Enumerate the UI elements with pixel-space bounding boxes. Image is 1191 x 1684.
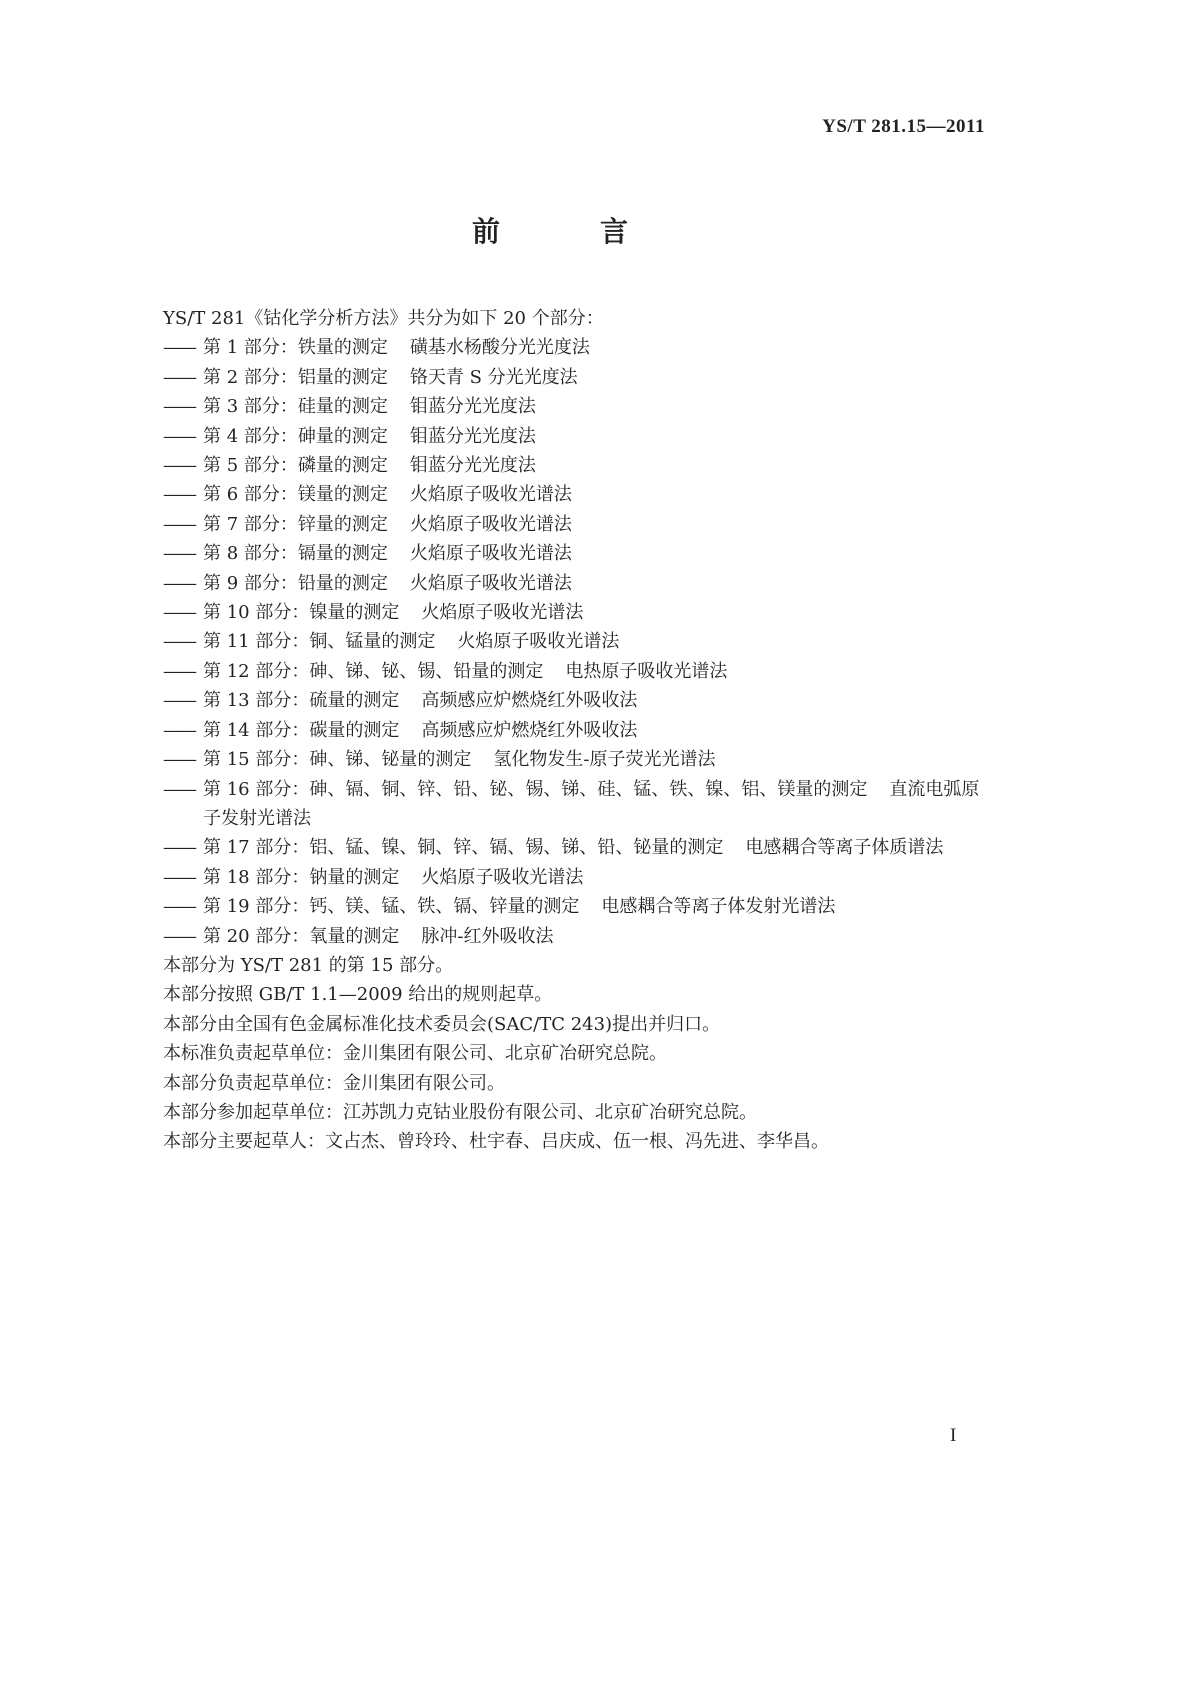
part-method: 火焰原子吸收光谱法 [421, 602, 584, 624]
dash-marker: —— [163, 896, 195, 918]
part-method: 电感耦合等离子体发射光谱法 [601, 896, 836, 918]
item-text [203, 833, 943, 862]
list-item [163, 716, 993, 745]
dash-marker: —— [163, 513, 195, 535]
dash-marker: —— [163, 543, 195, 565]
list-item [163, 598, 993, 627]
page-number: I [950, 1425, 957, 1446]
list-item [163, 480, 993, 509]
statement-line: 本部分由全国有色金属标准化技术委员会(SAC/TC 243)提出并归口。 [163, 1013, 721, 1035]
part-title: 第 6 部分：镁量的测定 [203, 484, 388, 506]
item-text [203, 392, 536, 421]
item-text [203, 892, 835, 921]
list-item [163, 892, 993, 921]
part-title: 第 15 部分：砷、锑、铋量的测定 [203, 749, 472, 771]
dash-marker: —— [163, 749, 195, 771]
list-item [163, 451, 993, 480]
standard-number: YS/T 281.15—2011 [822, 116, 985, 137]
dash-marker: —— [163, 484, 195, 506]
part-title: 第 11 部分：铜、锰量的测定 [203, 631, 436, 653]
part-method: 高频感应炉燃烧红外吸收法 [421, 690, 638, 712]
item-text [203, 363, 578, 392]
dash-marker: —— [163, 455, 195, 477]
statement-line: 本部分按照 GB/T 1.1—2009 给出的规则起草。 [163, 984, 553, 1006]
statement-line: 本部分参加起草单位：江苏凯力克钴业股份有限公司、北京矿冶研究总院。 [163, 1101, 757, 1123]
dash-marker: —— [163, 925, 195, 947]
list-item [163, 686, 993, 715]
list-item [163, 510, 993, 539]
item-text [203, 686, 637, 715]
item-text [203, 569, 572, 598]
item-text [203, 598, 583, 627]
list-item [163, 422, 993, 451]
list-item [163, 539, 993, 568]
dash-marker: —— [163, 425, 195, 447]
list-item [163, 333, 993, 362]
list-item [163, 745, 993, 774]
part-method: 火焰原子吸收光谱法 [409, 513, 572, 535]
item-text [203, 422, 536, 451]
dash-marker: —— [163, 866, 195, 888]
dash-marker: —— [163, 631, 195, 653]
item-text [203, 922, 553, 951]
part-method: 火焰原子吸收光谱法 [421, 866, 584, 888]
statement-line: 本部分主要起草人：文占杰、曾玲玲、杜宇春、吕庆成、伍一根、冯先进、李华昌。 [163, 1131, 829, 1153]
list-item [163, 863, 993, 892]
item-text [203, 863, 583, 892]
item-text [203, 716, 637, 745]
part-title: 第 4 部分：砷量的测定 [203, 425, 388, 447]
item-text [203, 627, 619, 656]
list-item [163, 657, 993, 686]
intro-paragraph: YS/T 281《钴化学分析方法》共分为如下 20 个部分： [163, 308, 604, 329]
part-title: 第 13 部分：硫量的测定 [203, 690, 400, 712]
item-text [203, 480, 572, 509]
part-title: 第 19 部分：钙、镁、锰、铁、镉、锌量的测定 [203, 896, 580, 918]
dash-marker: —— [163, 719, 195, 741]
part-method: 火焰原子吸收光谱法 [409, 572, 572, 594]
document-body [163, 304, 993, 1157]
part-method: 脉冲-红外吸收法 [421, 925, 554, 947]
part-method: 钼蓝分光光度法 [409, 396, 536, 418]
dash-marker: —— [163, 690, 195, 712]
list-item [163, 363, 993, 392]
part-title: 第 10 部分：镍量的测定 [203, 602, 400, 624]
part-method: 钼蓝分光光度法 [409, 455, 536, 477]
part-title: 第 12 部分：砷、锑、铋、锡、铅量的测定 [203, 660, 544, 682]
item-text [203, 333, 590, 362]
part-title: 第 2 部分：铝量的测定 [203, 366, 388, 388]
item-text [203, 657, 727, 686]
part-method: 氢化物发生-原子荧光光谱法 [493, 749, 716, 771]
statement-line: 本部分负责起草单位：金川集团有限公司。 [163, 1072, 505, 1094]
part-method: 火焰原子吸收光谱法 [457, 631, 620, 653]
part-title: 第 1 部分：铁量的测定 [203, 337, 388, 359]
part-method: 火焰原子吸收光谱法 [409, 484, 572, 506]
part-title: 第 18 部分：钠量的测定 [203, 866, 400, 888]
statement-line: 本部分为 YS/T 281 的第 15 部分。 [163, 954, 454, 976]
list-item [163, 569, 993, 598]
part-method: 钼蓝分光光度法 [409, 425, 536, 447]
dash-marker: —— [163, 778, 195, 800]
part-title: 第 9 部分：铅量的测定 [203, 572, 388, 594]
item-text [203, 775, 993, 834]
part-method: 电热原子吸收光谱法 [565, 660, 728, 682]
part-method: 磺基水杨酸分光光度法 [409, 337, 590, 359]
item-text [203, 745, 715, 774]
dash-marker: —— [163, 337, 195, 359]
item-text [203, 539, 572, 568]
dash-marker: —— [163, 660, 195, 682]
list-item [163, 775, 993, 834]
item-text [203, 451, 536, 480]
dash-marker: —— [163, 572, 195, 594]
dash-marker: —— [163, 837, 195, 859]
part-title: 第 3 部分：硅量的测定 [203, 396, 388, 418]
part-title: 第 17 部分：铝、锰、镍、铜、锌、镉、锡、锑、铅、铋量的测定 [203, 837, 724, 859]
statements [163, 951, 993, 1157]
parts-list [163, 333, 993, 951]
part-title: 第 16 部分：砷、镉、铜、锌、铅、铋、锡、锑、硅、锰、铁、镍、铝、镁量的测定 [203, 778, 868, 800]
list-item [163, 922, 993, 951]
part-title: 第 14 部分：碳量的测定 [203, 719, 400, 741]
statement-line: 本标准负责起草单位：金川集团有限公司、北京矿冶研究总院。 [163, 1043, 667, 1065]
part-title: 第 20 部分：氧量的测定 [203, 925, 400, 947]
part-method: 高频感应炉燃烧红外吸收法 [421, 719, 638, 741]
page-title: 前 言 [471, 215, 664, 248]
part-method: 火焰原子吸收光谱法 [409, 543, 572, 565]
item-text [203, 510, 572, 539]
dash-marker: —— [163, 602, 195, 624]
part-title: 第 7 部分：锌量的测定 [203, 513, 388, 535]
dash-marker: —— [163, 396, 195, 418]
list-item [163, 392, 993, 421]
part-method: 铬天青 S 分光光度法 [409, 366, 578, 388]
part-method: 直流电弧原子发射光谱法 [203, 778, 980, 829]
list-item [163, 833, 993, 862]
part-title: 第 5 部分：磷量的测定 [203, 455, 388, 477]
part-method: 电感耦合等离子体质谱法 [745, 837, 944, 859]
dash-marker: —— [163, 366, 195, 388]
list-item [163, 627, 993, 656]
part-title: 第 8 部分：镉量的测定 [203, 543, 388, 565]
